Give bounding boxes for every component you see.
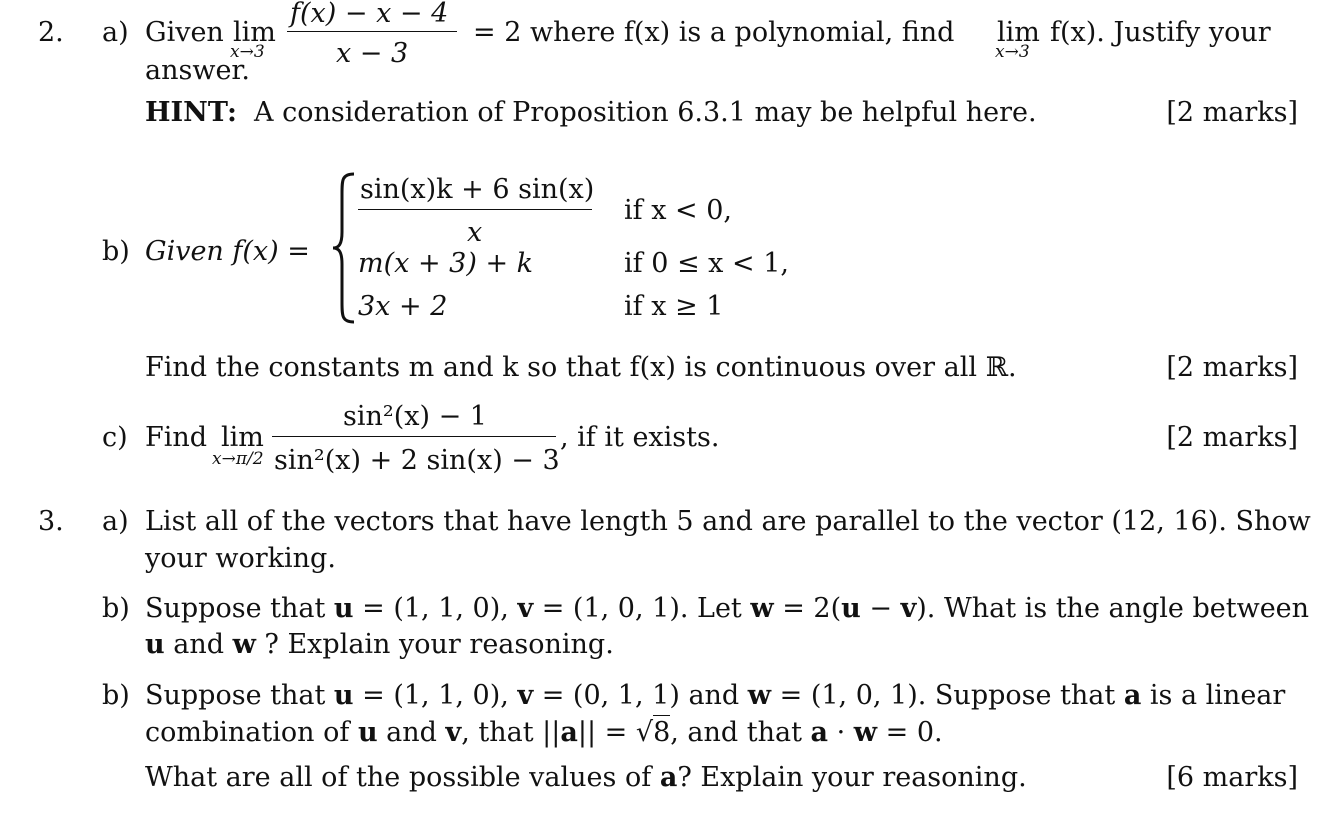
if-it-exists-text: , if it exists. bbox=[560, 422, 720, 453]
part-label-2c: c) bbox=[102, 422, 128, 453]
case1-numerator: sin(x)k + 6 sin(x) bbox=[360, 174, 595, 205]
q3b1-line1: Suppose that u = (1, 1, 0), v = (1, 0, 1). Let w = 2(u − v). What is the angle between bbox=[145, 593, 1310, 624]
part-label-3b-first: b) bbox=[102, 593, 130, 624]
find-word: Find bbox=[145, 422, 208, 453]
lim-subscript-2: x→3 bbox=[995, 42, 1030, 62]
q3b2-line3: What are all of the possible values of a? Explain your reasoning. bbox=[145, 762, 1027, 793]
limit-fraction-bar bbox=[272, 436, 556, 437]
fraction-numerator: f(x) − x − 4 bbox=[290, 0, 449, 29]
case1-fraction-bar bbox=[358, 209, 592, 210]
part-label-3a: a) bbox=[102, 506, 129, 537]
sqrt-radicand: 8 bbox=[653, 717, 671, 748]
case1-condition: if x < 0, bbox=[624, 195, 732, 226]
q3a-line2: your working. bbox=[145, 543, 336, 574]
lim-subscript: x→3 bbox=[230, 42, 265, 62]
marks-2c: [2 marks] bbox=[1166, 422, 1298, 453]
part-label-2a: a) bbox=[102, 17, 129, 48]
q3b2-line1: Suppose that u = (1, 1, 0), v = (0, 1, 1) and w = (1, 0, 1). Suppose that a is a linear bbox=[145, 680, 1286, 711]
hint-label: HINT: bbox=[145, 97, 237, 128]
case3-expression: 3x + 2 bbox=[358, 291, 448, 322]
limit-numerator: sin²(x) − 1 bbox=[343, 401, 487, 432]
continuity-instruction: Find the constants m and k so that f(x) is continuous over all ℝ. bbox=[145, 352, 1017, 383]
question-number-2: 2. bbox=[38, 17, 64, 48]
part-label-2b: b) bbox=[102, 236, 130, 267]
q3a-line1: List all of the vectors that have length 5 and are parallel to the vector (12, 16). Show bbox=[145, 506, 1311, 537]
answer-word: answer. bbox=[145, 55, 250, 86]
marks-3b: [6 marks] bbox=[1166, 762, 1298, 793]
sqrt-symbol: √ bbox=[635, 717, 654, 748]
left-brace-icon bbox=[330, 170, 360, 326]
piecewise-lhs: Given f(x) = bbox=[145, 236, 310, 267]
equation-rest-2: f(x). Justify your bbox=[1050, 17, 1271, 48]
limit-denominator: sin²(x) + 2 sin(x) − 3 bbox=[274, 445, 560, 476]
equation-rest: = 2 where f(x) is a polynomial, find bbox=[473, 17, 955, 48]
question-number-3: 3. bbox=[38, 506, 64, 537]
given-text: Given bbox=[145, 17, 224, 48]
q3b2-line2: combination of u and v, that ||a|| = √8, and that a · w = 0. bbox=[145, 717, 943, 748]
fraction-bar bbox=[287, 31, 457, 32]
lim-operator-3: lim bbox=[221, 422, 264, 453]
lim-operator-2: lim bbox=[997, 17, 1040, 48]
marks-2b: [2 marks] bbox=[1166, 352, 1298, 383]
case2-expression: m(x + 3) + k bbox=[358, 248, 534, 279]
case3-condition: if x ≥ 1 bbox=[624, 291, 724, 322]
lim-subscript-3: x→π/2 bbox=[212, 449, 264, 469]
hint-text: A consideration of Proposition 6.3.1 may be helpful here. bbox=[254, 97, 1037, 128]
case2-condition: if 0 ≤ x < 1, bbox=[624, 248, 789, 279]
fraction-denominator: x − 3 bbox=[336, 38, 409, 69]
marks-2a: [2 marks] bbox=[1166, 97, 1298, 128]
lim-operator: lim bbox=[233, 17, 276, 48]
q3b1-line2: u and w ? Explain your reasoning. bbox=[145, 629, 614, 660]
case1-denominator: x bbox=[467, 217, 483, 248]
part-label-3b-second: b) bbox=[102, 680, 130, 711]
